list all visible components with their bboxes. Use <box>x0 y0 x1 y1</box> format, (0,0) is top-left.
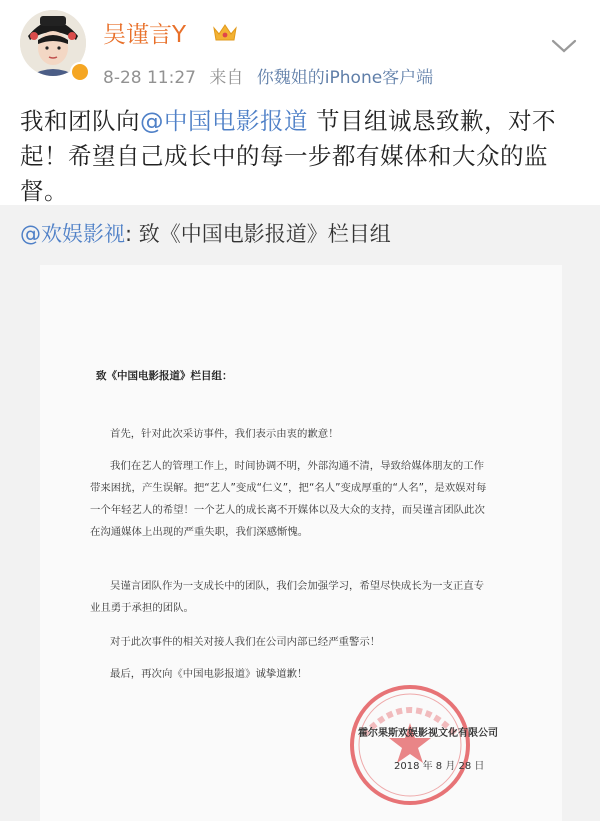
repost-card[interactable] <box>0 205 600 821</box>
crown-icon <box>212 22 238 42</box>
letter-image[interactable] <box>40 265 562 821</box>
post-meta <box>103 63 441 88</box>
letter-paragraph: 我们在艺人的管理工作上，时间协调不明，外部沟通不清，导致给媒体朋友的工作带来困扰，产生误解。把“艺人”变成“仁义”，把“名人”变成厚重的“人名”，是欢娱对每一个年轻艺人的希望！一个艺人的成长离不开媒体以及大众的支持，而吴谨言团队此次在沟通媒体上出现的严重失职，我们深感惭愧。 <box>90 460 487 538</box>
company-seal-icon <box>340 675 480 815</box>
repost-title: : 致《中国电影报道》栏目组 <box>125 222 391 246</box>
verified-badge-icon <box>70 62 90 82</box>
post-text-start: 我和团队向 <box>20 107 140 135</box>
chevron-down-icon[interactable] <box>549 36 579 56</box>
post-text-end: 节目组诚恳致歉，对不起！希望自己成长中的每一步都有媒体和大众的监督。 <box>20 107 556 205</box>
repost-header <box>20 218 391 248</box>
post-time: 8-28 11:27 <box>103 68 196 88</box>
source-prefix: 来自 <box>209 68 244 88</box>
letter-date: 2018 年 8 月 28 日 <box>394 761 485 772</box>
letter-salutation: 致《中国电影报道》栏目组： <box>96 370 233 382</box>
post-text <box>20 104 582 209</box>
letter-signature: 霍尔果斯欢娱影视文化有限公司 <box>358 728 498 739</box>
letter-paragraph: 对于此次事件的相关对接人我们在公司内部已经严重警示！ <box>110 636 381 648</box>
letter-paragraph: 吴谨言团队作为一支成长中的团队，我们会加强学习，希望尽快成长为一支正直专业且勇于承担的团队。 <box>90 580 485 614</box>
letter-paragraph: 首先，针对此次采访事件，我们表示由衷的歉意！ <box>110 428 339 440</box>
username[interactable]: 吴谨言Y <box>103 22 187 48</box>
post-source[interactable]: 你魏姐的iPhone客户端 <box>256 68 434 88</box>
letter-paragraph: 最后，再次向《中国电影报道》诚挚道歉！ <box>110 668 308 680</box>
repost-author-link[interactable]: @欢娱影视 <box>20 222 125 246</box>
mention-link[interactable]: @中国电影报道 <box>140 107 308 135</box>
